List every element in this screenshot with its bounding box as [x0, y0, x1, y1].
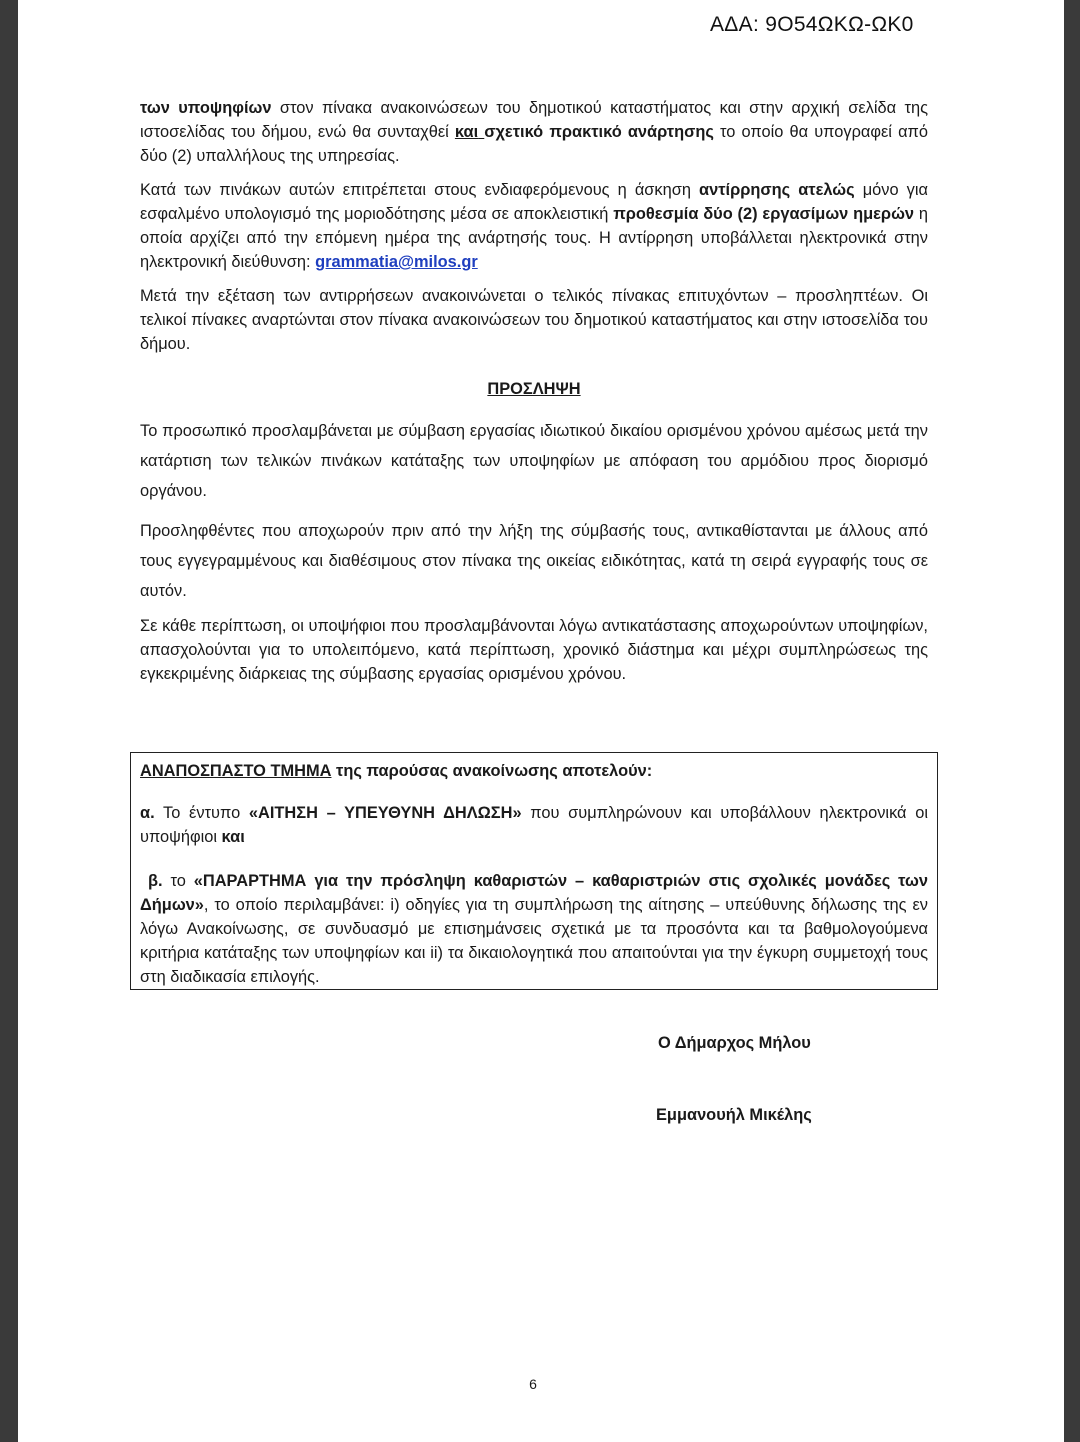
- paragraph-remaining-period: Σε κάθε περίπτωση, οι υποψήφιοι που προσλαμβάνονται λόγω αντικατάστασης αποχωρούντων υποψηφίων, απασχολούνται για το υπολειπόμενο, κατά περίπτωση, χρονικό διάστημα και μέχρι συμπληρώσεως της εγκεκριμένης διάρκειας της σύμβασης εργασίας ορισμένου χρόνου.: [140, 617, 928, 683]
- bold-text: σχετικό πρακτικό ανάρτησης: [484, 123, 714, 141]
- bold-text: «ΑΙΤΗΣΗ – ΥΠΕΥΘΥΝΗ ΔΗΛΩΣΗ»: [248, 804, 522, 822]
- ada-code: ΑΔΑ: 9Ο54ΩΚΩ-ΩΚ0: [710, 13, 914, 36]
- body-text: μόνο για εσφαλμένο υπολογισμό της μοριοδότησης μέσα σε αποκλειστική: [140, 181, 928, 223]
- bold-underlined-text: και: [454, 123, 479, 141]
- signature-name: Εμμανουήλ Μικέλης: [656, 1106, 812, 1124]
- body-text: που συμπληρώνουν και υποβάλλουν ηλεκτρονικά οι υποψήφιοι: [140, 804, 928, 846]
- body-text: , το οποίο περιλαμβάνει: i) οδηγίες για τη συμπλήρωση της αίτησης – υπεύθυνης δήλωσης της εν λόγω Ανακοίνωσης, σε συνδυασμό με επισημάνσεις σχετικά με τα προσόντα και τα βαθμολογούμενα κριτήρια κατάταξης των υποψηφίων και ii) τα δικαιολογητικά που απαιτούνται για την έγκυρη συμμετοχή τους στη διαδικασία επιλογής.: [140, 896, 928, 986]
- signature-role: Ο Δήμαρχος Μήλου: [658, 1034, 811, 1052]
- document-page: [18, 0, 1064, 1442]
- box-title-rest: της παρούσας ανακοίνωσης αποτελούν:: [331, 762, 653, 780]
- paragraph-objection: [140, 178, 928, 274]
- body-text: Το έντυπο: [154, 804, 249, 822]
- body-text: το οποίο θα υπογραφεί από δύο (2) υπαλλήλους της υπηρεσίας.: [140, 123, 928, 165]
- bold-text: των υποψηφίων: [140, 99, 272, 117]
- bold-text: προθεσμία δύο (2) εργασίμων ημερών: [613, 205, 915, 223]
- box-title-underlined: ΑΝΑΠΟΣΠΑΣΤΟ ΤΜΗΜΑ: [140, 762, 332, 780]
- email-link[interactable]: grammatia@milos.gr: [315, 253, 478, 271]
- paragraph-replacement: Προσληφθέντες που αποχωρούν πριν από την λήξη της σύμβασής τους, αντικαθίστανται με άλλους από τους εγγεγραμμένους και διαθέσιμους στον πίνακα της οικείας ειδικότητας, κατά τη σειρά εγγραφής τους σε αυτόν.: [140, 522, 928, 600]
- box-title: [140, 759, 928, 783]
- body-text: το: [162, 872, 194, 890]
- paragraph-hiring: Το προσωπικό προσλαμβάνεται με σύμβαση εργασίας ιδιωτικού δικαίου ορισμένου χρόνου αμέσως μετά την κατάρτιση των τελικών πινάκων κατάταξης των υποψηφίων με απόφαση του αρμόδιου προς διορισμό οργάνου.: [140, 422, 928, 500]
- page-number: 6: [529, 1376, 537, 1392]
- body-text: η οποία αρχίζει από την επόμενη ημέρα της ανάρτησής τους. Η αντίρρηση υποβάλλεται ηλεκτρονικά στην ηλεκτρονική διεύθυνση:: [140, 205, 928, 271]
- paragraph-final-tables: Μετά την εξέταση των αντιρρήσεων ανακοινώνεται ο τελικός πίνακας επιτυχόντων – προσληπτέων. Οι τελικοί πίνακες αναρτώνται στον πίνακα ανακοινώσεων του δημοτικού καταστήματος και στην ιστοσελίδα του δήμου.: [140, 287, 928, 353]
- box-item-b: [140, 869, 928, 989]
- body-text: Κατά των πινάκων αυτών επιτρέπεται στους ενδιαφερόμενους η άσκηση: [140, 181, 700, 199]
- item-label: β.: [147, 872, 163, 890]
- item-label: α.: [140, 804, 155, 822]
- paragraph-posting: [140, 96, 928, 168]
- body-text: στον πίνακα ανακοινώσεων του δημοτικού καταστήματος και στην αρχική σελίδα της ιστοσελίδας του δήμου, ενώ θα συνταχθεί: [140, 99, 928, 141]
- box-item-a: [140, 801, 928, 849]
- section-heading-proslipsi: ΠΡΟΣΛΗΨΗ: [487, 380, 581, 398]
- attachments-box: [130, 752, 938, 990]
- bold-text: και: [221, 828, 245, 846]
- bold-text: αντίρρησης ατελώς: [699, 181, 855, 199]
- bold-text: «ΠΑΡΑΡΤΗΜΑ για την πρόσληψη καθαριστών – καθαριστριών στις σχολικές μονάδες των Δήμων»: [140, 872, 929, 914]
